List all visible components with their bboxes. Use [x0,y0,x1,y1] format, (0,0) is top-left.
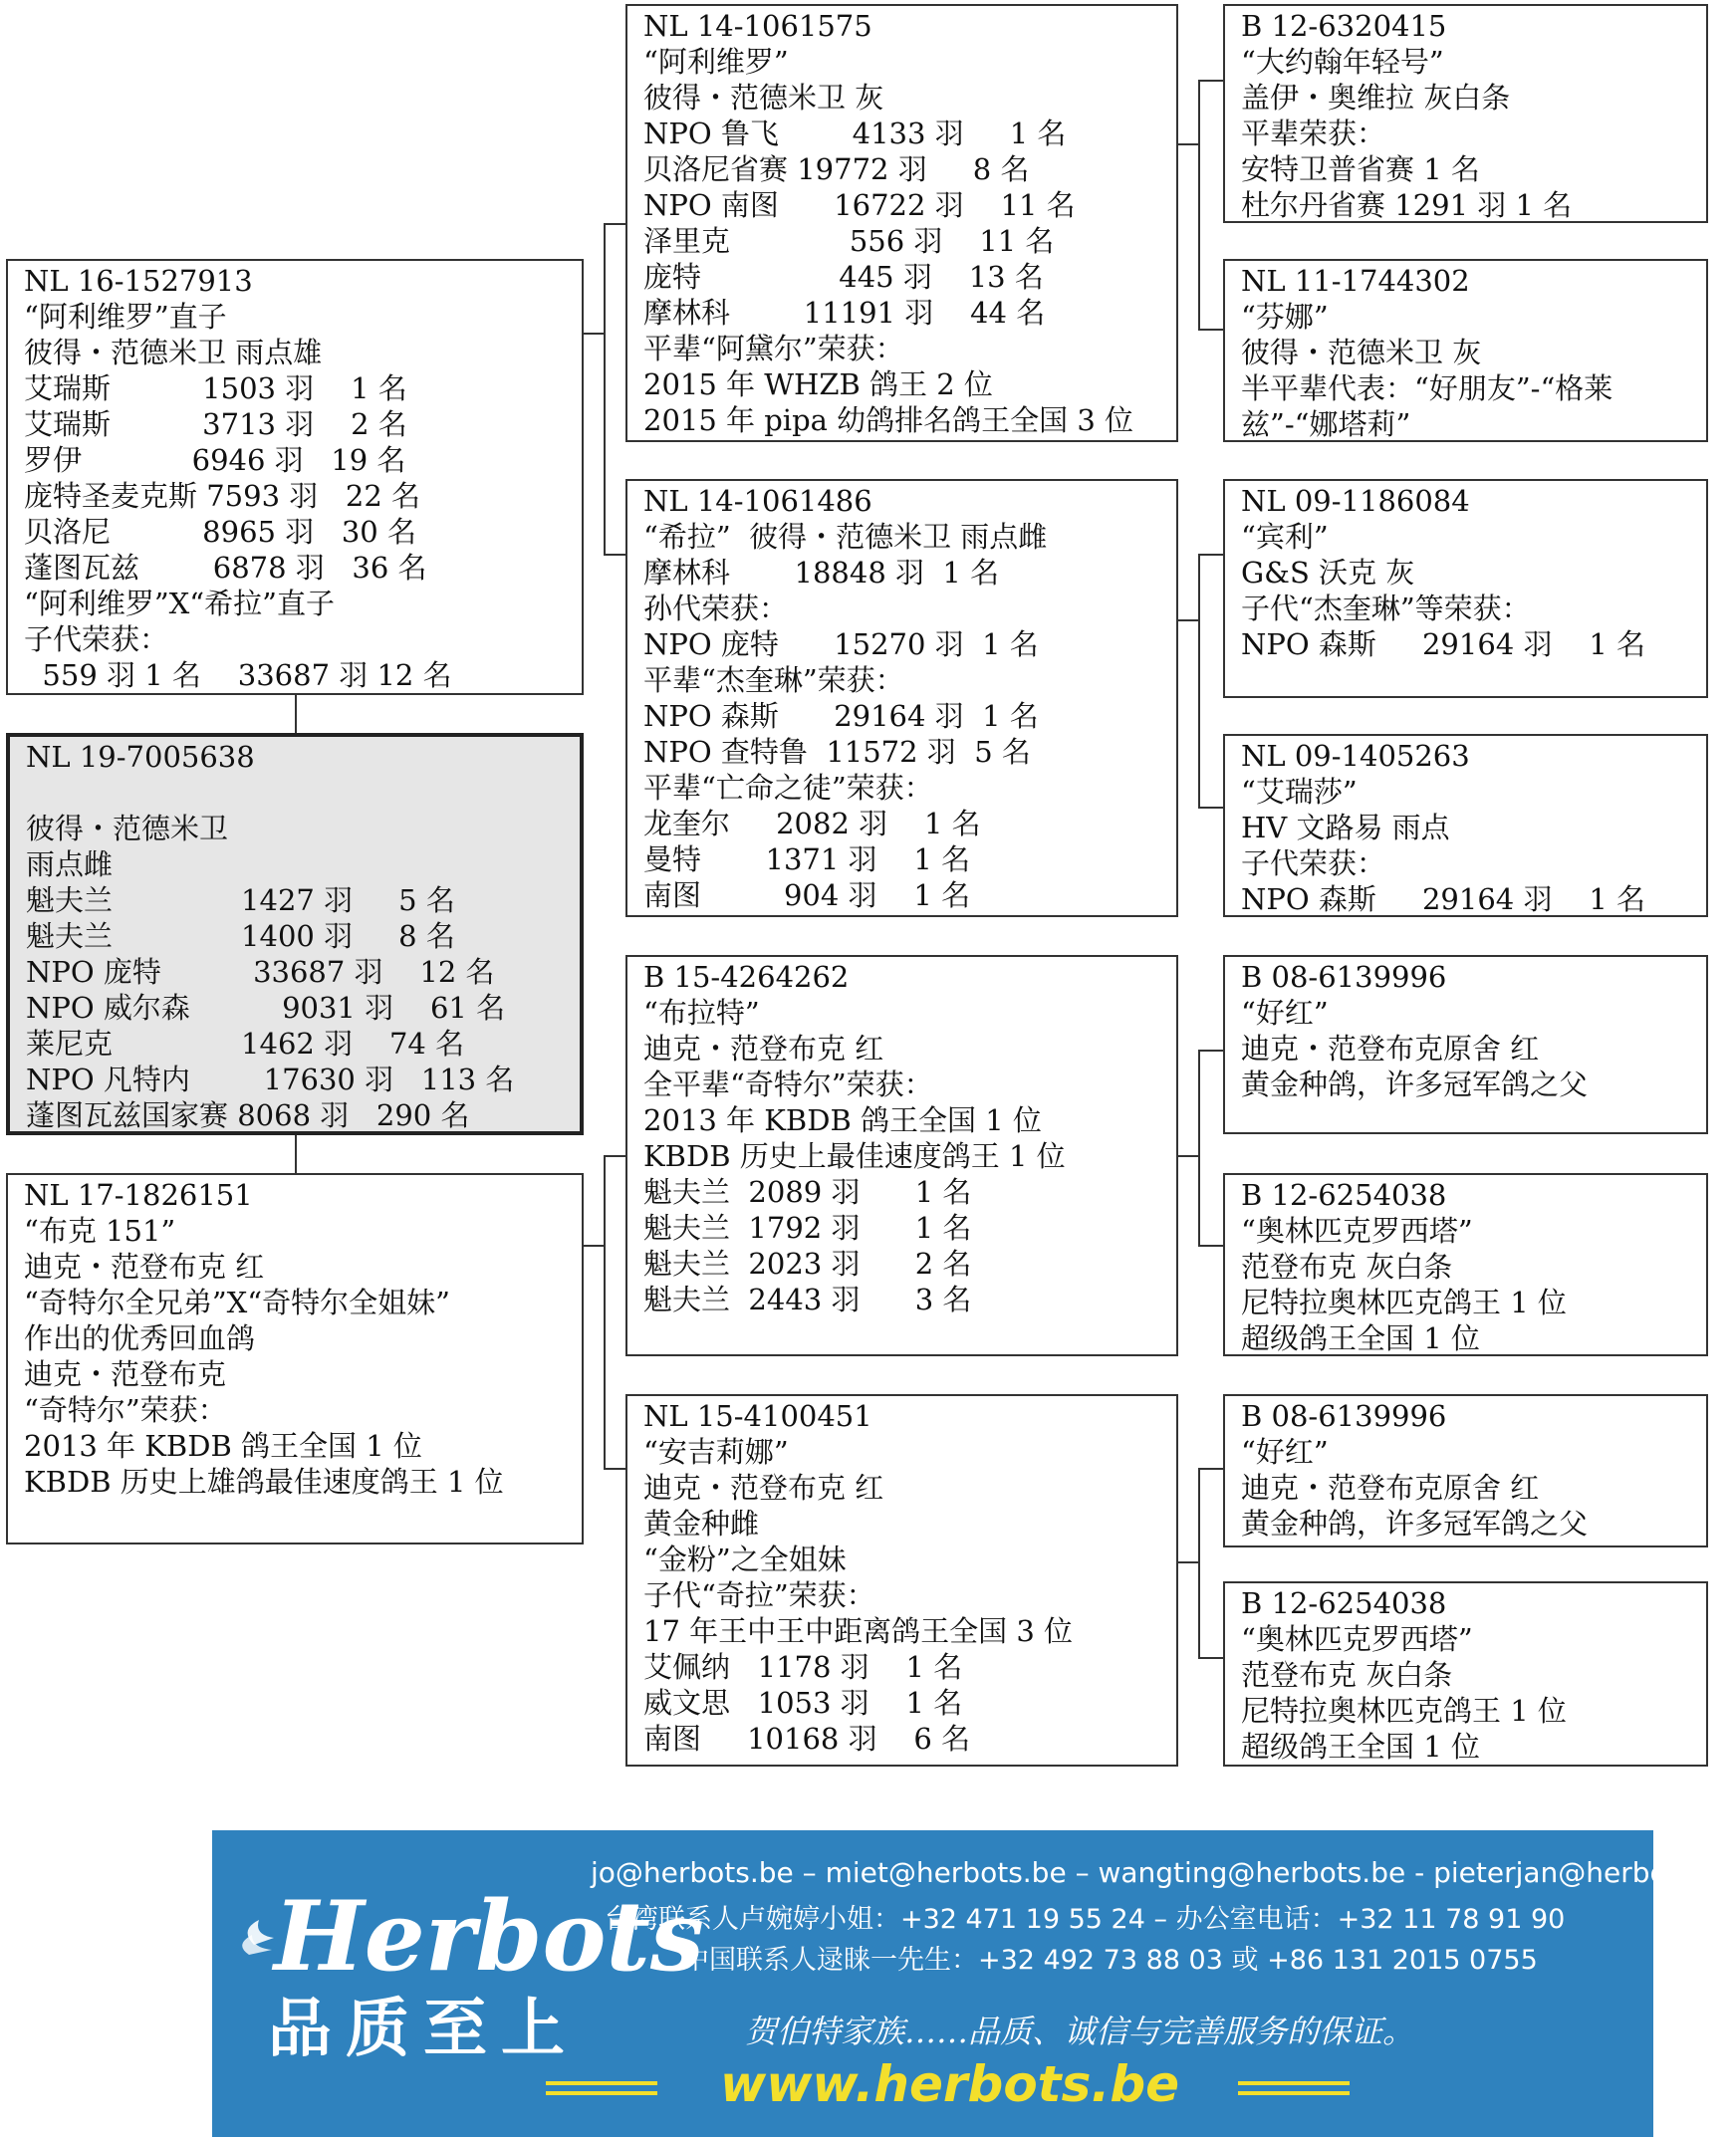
pedigree-box-gen4-dsd [1223,1173,1708,1356]
connector-line [1198,807,1223,809]
connector-line [1198,1245,1223,1247]
connector-line [1198,554,1200,807]
connector-line [295,1135,297,1173]
pedigree-box-gen2-dam [6,1173,584,1544]
connector-line [1178,143,1200,145]
connector-line [295,695,297,733]
pedigree-line: 2013 年 KBDB 鸽王全国 1 位 [643,1103,1042,1137]
pedigree-line: KBDB 历史上雄鸽最佳速度鸽王 1 位 [24,1465,504,1499]
connector-line [604,1155,606,1468]
pedigree-line: NL 19-7005638 [26,740,255,774]
pedigree-line: B 15-4264262 [643,960,850,994]
contact-china: 中国联系人逯睐一先生：+32 492 73 88 03 或 +86 131 2015 0755 [682,1945,1538,1976]
pedigree-line: “阿利维罗” [643,45,789,79]
decorative-dash [546,2091,657,2095]
pedigree-line: 彼得・范德米卫 雨点雄 [24,336,323,369]
pedigree-line: B 12-6320415 [1241,9,1447,43]
pedigree-line: 子代荣获： [1241,846,1386,880]
pedigree-line: 魁夫兰 2023 羽 2 名 [643,1247,972,1281]
pedigree-line: 艾瑞斯 3713 羽 2 名 [24,407,407,441]
pedigree-line: “希拉” 彼得・范德米卫 雨点雌 [643,520,1048,554]
connector-line [1198,1468,1223,1470]
connector-line [1198,554,1223,556]
pedigree-line: “布克 151” [24,1214,176,1248]
pedigree-line: NPO 鲁飞 4133 羽 1 名 [643,117,1067,150]
pedigree-box-gen3-dd [625,1394,1178,1767]
connector-line [1198,80,1200,329]
pedigree-box-gen3-ss [625,4,1178,442]
pedigree-line: 2015 年 WHZB 鸽王 2 位 [643,367,993,401]
pedigree-line: 曼特 1371 羽 1 名 [643,842,971,876]
pedigree-line: 蓬图瓦兹国家赛 8068 羽 290 名 [26,1098,470,1132]
pedigree-line: 魁夫兰 1792 羽 1 名 [643,1211,972,1245]
tagline: 贺伯特家族……品质、诚信与完善服务的保证。 [745,2013,1415,2050]
pedigree-box-gen3-ds [625,955,1178,1356]
pedigree-line: NPO 查特鲁 11572 羽 5 名 [643,735,1031,769]
pedigree-line: 贝洛尼省赛 19772 羽 8 名 [643,152,1030,186]
pedigree-line: 17 年王中王中距离鸽王全国 3 位 [643,1614,1074,1648]
pedigree-line: NL 15-4100451 [643,1399,872,1433]
pedigree-line: 庞特圣麦克斯 7593 羽 22 名 [24,479,421,513]
pedigree-line: 杜尔丹省赛 1291 羽 1 名 [1241,188,1573,222]
pedigree-line: 2013 年 KBDB 鸽王全国 1 位 [24,1429,422,1463]
pedigree-line: 盖伊・奥维拉 灰白条 [1241,81,1511,115]
pedigree-line: HV 文路易 雨点 [1241,811,1450,844]
pedigree-line: “金粉”之全姐妹 [643,1543,847,1576]
connector-line [1198,1468,1200,1657]
pedigree-box-gen4-ssd [1223,259,1708,442]
pedigree-line: NL 16-1527913 [24,264,253,298]
pedigree-line: 平辈荣获： [1241,117,1386,150]
pedigree-line: 南图 10168 羽 6 名 [643,1722,971,1756]
connector-line [604,1468,625,1470]
pedigree-line: “奇特尔”荣获： [24,1393,227,1427]
pedigree-line: B 12-6254038 [1241,1586,1447,1620]
pedigree-line: “好红” [1241,1435,1329,1469]
pedigree-line: 莱尼克 1462 羽 74 名 [26,1027,465,1061]
pedigree-line: 艾瑞斯 1503 羽 1 名 [24,371,407,405]
pedigree-line: B 08-6139996 [1241,960,1447,994]
pedigree-line: 2015 年 pipa 幼鸽排名鸽王全国 3 位 [643,403,1134,437]
connector-line [1178,1561,1200,1563]
connector-line [604,223,625,225]
pedigree-line: NL 11-1744302 [1241,264,1470,298]
pedigree-line: NL 09-1405263 [1241,739,1470,773]
connector-line [1198,1657,1223,1659]
pedigree-line: 黄金种鸽，许多冠军鸽之父 [1241,1507,1589,1541]
pedigree-line: NPO 庞特 33687 羽 12 名 [26,955,495,989]
pedigree-line: 范登布克 灰白条 [1241,1658,1453,1692]
pedigree-box-gen4-dss [1223,955,1708,1134]
pedigree-line: 贝洛尼 8965 羽 30 名 [24,515,416,549]
pedigree-line: NL 14-1061575 [643,9,872,43]
contact-taiwan: 台湾联系人卢婉婷小姐：+32 471 19 55 24 – 办公室电话：+32 11 78 91 90 [605,1904,1566,1935]
pedigree-line: 泽里克 556 羽 11 名 [643,224,1055,258]
pedigree-box-gen4-sdd [1223,734,1708,917]
email-list: jo@herbots.be – miet@herbots.be – wangting@herbots.be - pieterjan@herbots.be [591,1856,1736,1889]
pedigree-line: NPO 森斯 29164 羽 1 名 [1241,627,1645,661]
svg-text:Herbots: Herbots [274,1880,704,1993]
pedigree-line: 魁夫兰 1427 羽 5 名 [26,883,455,917]
pedigree-line: NPO 凡特内 17630 羽 113 名 [26,1063,515,1096]
pedigree-line: B 12-6254038 [1241,1178,1447,1212]
pedigree-line: 摩林科 11191 羽 44 名 [643,296,1046,330]
pedigree-line: 雨点雌 [26,847,114,881]
pedigree-line: 摩林科 18848 羽 1 名 [643,556,1000,590]
pedigree-line: “好红” [1241,996,1329,1030]
pedigree-line: 彼得・范德米卫 灰 [1241,336,1482,369]
pedigree-line: 尼特拉奥林匹克鸽王 1 位 [1241,1286,1567,1319]
connector-line [604,1155,625,1157]
connector-line [1198,329,1223,331]
pedigree-line: 安特卫普省赛 1 名 [1241,152,1480,186]
pedigree-line: NL 14-1061486 [643,484,872,518]
decorative-dash [1238,2081,1350,2085]
pedigree-line: 威文思 1053 羽 1 名 [643,1686,963,1720]
pedigree-line: 子代“杰奎琳”等荣获： [1241,592,1531,625]
pedigree-line: 魁夫兰 2089 羽 1 名 [643,1175,972,1209]
pedigree-line: 559 羽 1 名 33687 羽 12 名 [24,658,452,692]
pedigree-line: NPO 森斯 29164 羽 1 名 [1241,882,1645,916]
decorative-dash [546,2081,657,2085]
pedigree-line: 平辈“亡命之徒”荣获： [643,771,933,805]
pedigree-line: “芬娜” [1241,300,1329,334]
pedigree-line: “宾利” [1241,520,1329,554]
slogan: 品质至上 [268,1992,579,2066]
pedigree-box-gen4-sss [1223,4,1708,223]
pedigree-box-gen4-dds [1223,1394,1708,1547]
pedigree-box-gen3-sd [625,479,1178,917]
pedigree-line: 子代“奇拉”荣获： [643,1578,875,1612]
pedigree-line: “阿利维罗”直子 [24,300,227,334]
pedigree-line: 迪克・范登布克 红 [24,1250,265,1284]
pedigree-line: 孙代荣获： [643,592,789,625]
pedigree-line [26,775,570,811]
pedigree-line: 魁夫兰 1400 羽 8 名 [26,919,455,953]
connector-line [1198,1050,1223,1052]
connector-line [604,223,606,554]
pedigree-line: “布拉特” [643,996,760,1030]
pedigree-line: “艾瑞莎” [1241,775,1358,809]
pedigree-line: 彼得・范德米卫 [26,812,229,845]
pedigree-line: NL 09-1186084 [1241,484,1470,518]
pedigree-line: 超级鸽王全国 1 位 [1241,1730,1480,1764]
connector-line [1198,80,1223,82]
pedigree-line: NPO 南图 16722 羽 11 名 [643,188,1076,222]
pedigree-line: 罗伊 6946 羽 19 名 [24,443,406,477]
connector-line [584,1245,606,1247]
pedigree-line: NL 17-1826151 [24,1178,253,1212]
pedigree-line: 迪克・范登布克原舍 红 [1241,1471,1540,1505]
pedigree-line: 作出的优秀回血鸽 [24,1321,256,1355]
pedigree-line: 彼得・范德米卫 灰 [643,81,884,115]
pedigree-line: “大约翰年轻号” [1241,45,1444,79]
pedigree-line: 子代荣获： [24,622,169,656]
pedigree-box-gen4-sds [1223,479,1708,698]
pedigree-line: “奥林匹克罗西塔” [1241,1214,1473,1248]
advertisement-banner [212,1830,1736,2137]
pedigree-box-subject [6,733,584,1135]
pedigree-line: 半平辈代表：“好朋友”-“格莱 [1241,371,1613,405]
pedigree-line: NPO 威尔森 9031 羽 61 名 [26,991,506,1025]
pedigree-line: B 08-6139996 [1241,1399,1447,1433]
decorative-dash [1238,2091,1350,2095]
pedigree-line: 尼特拉奥林匹克鸽王 1 位 [1241,1694,1567,1728]
pedigree-line: 南图 904 羽 1 名 [643,878,971,912]
pedigree-line: “奇特尔全兄弟”X“奇特尔全姐妹” [24,1286,450,1319]
pedigree-line: 平辈“阿黛尔”荣获： [643,332,904,365]
pedigree-line: “阿利维罗”X“希拉”直子 [24,587,335,620]
pedigree-line: G&S 沃克 灰 [1241,556,1415,590]
pedigree-line: 平辈“杰奎琳”荣获： [643,663,904,697]
connector-line [1178,619,1200,621]
website-link[interactable]: www.herbots.be [720,2055,1180,2113]
pedigree-line: 迪克・范登布克 [24,1357,227,1391]
pedigree-line: 兹”-“娜塔莉” [1241,407,1411,441]
pedigree-line: “安吉莉娜” [643,1435,789,1469]
pedigree-line: 迪克・范登布克 红 [643,1032,884,1066]
pedigree-line: 超级鸽王全国 1 位 [1241,1321,1480,1355]
connector-line [1178,1155,1200,1157]
pedigree-line: 全平辈“奇特尔”荣获： [643,1068,933,1101]
pedigree-box-gen2-sire [6,259,584,695]
pedigree-line: 黄金种雌 [643,1507,760,1541]
pedigree-line: 魁夫兰 2443 羽 3 名 [643,1283,972,1316]
pedigree-line: 庞特 445 羽 13 名 [643,260,1044,294]
pedigree-line: 迪克・范登布克 红 [643,1471,884,1505]
pedigree-line: “奥林匹克罗西塔” [1241,1622,1473,1656]
pedigree-box-gen4-ddd [1223,1581,1708,1767]
connector-line [584,333,606,335]
pedigree-line: 黄金种鸽，许多冠军鸽之父 [1241,1068,1589,1101]
pedigree-line: 范登布克 灰白条 [1241,1250,1453,1284]
pedigree-line: KBDB 历史上最佳速度鸽王 1 位 [643,1139,1066,1173]
pedigree-line: 蓬图瓦兹 6878 羽 36 名 [24,551,427,585]
connector-line [604,554,625,556]
connector-line [1198,1050,1200,1245]
pedigree-line: NPO 庞特 15270 羽 1 名 [643,627,1039,661]
pedigree-line: NPO 森斯 29164 羽 1 名 [643,699,1039,733]
pedigree-line: 艾佩纳 1178 羽 1 名 [643,1650,963,1684]
pedigree-line: 迪克・范登布克原舍 红 [1241,1032,1540,1066]
pedigree-line: 龙奎尔 2082 羽 1 名 [643,807,981,840]
